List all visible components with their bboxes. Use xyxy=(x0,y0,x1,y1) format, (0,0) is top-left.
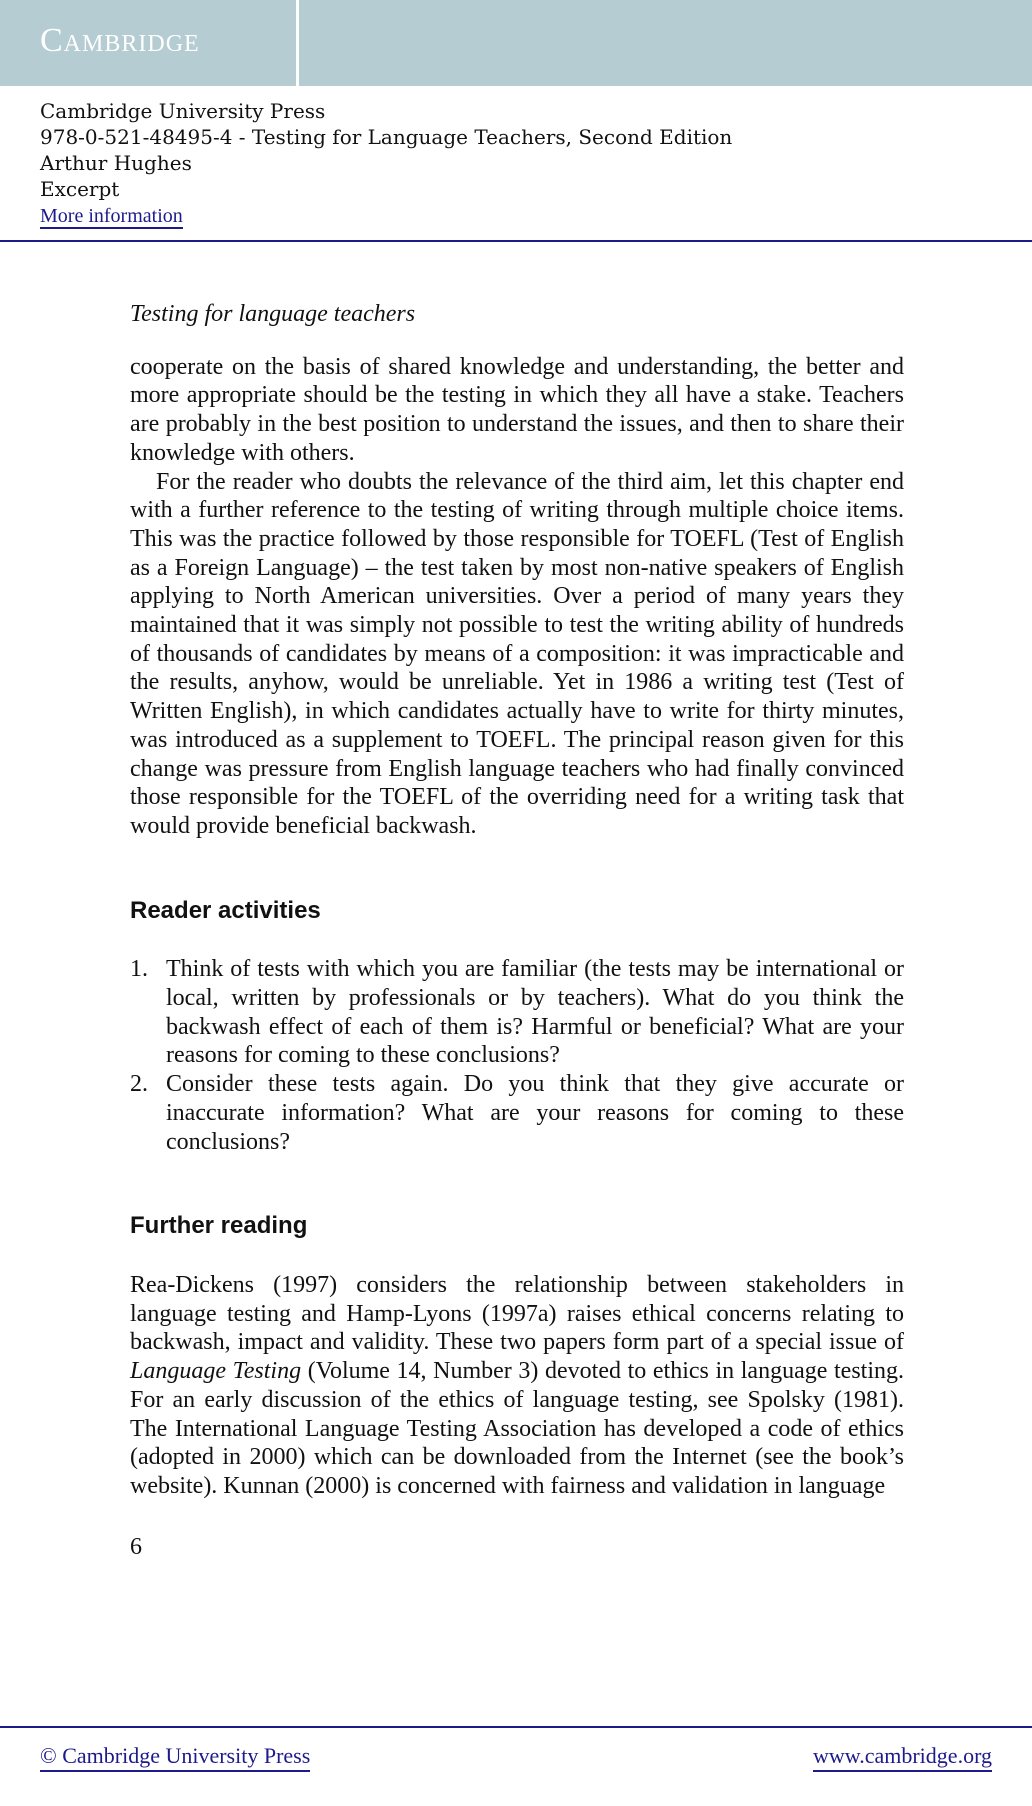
footer-rule xyxy=(0,1726,1032,1728)
body-paragraph: For the reader who doubts the relevance of the third aim, let this chapter end with a further reference to the testing of writing through multiple choice items. This was the practice followed by those responsible for TOEFL (Test of English as a Foreign Language) – the test taken by most non-native speakers of English applying to North American universities. Over a period of many years they maintained that it was simply not possible to test the writing ability of hundreds of thousands of candidates by means of a composition: it was impracticable and the results, anyhow, would be unreliable. Yet in 1986 a writing test (Test of Written English), in which candidates actually have to write for thirty minutes, was introduced as a supplement to TOEFL. The principal reason given for this change was pressure from English language teachers who had finally convinced those responsible for the TOEFL of the overriding need for a writing task that would provide beneficial backwash. xyxy=(130,468,904,839)
copyright-link[interactable]: © Cambridge University Press xyxy=(40,1742,310,1772)
further-reading-text: Rea-Dickens (1997) considers the relationship between stakeholders in language testing and Hamp-Lyons (1997a) raises ethical concerns relating to backwash, impact and validity. These two papers form part of a special issue of xyxy=(130,1271,904,1356)
reader-activities-list xyxy=(130,955,904,1156)
list-item-text: Consider these tests again. Do you think that they give accurate or inaccurate information? What are your reasons for coming to these conclusions? xyxy=(166,1071,904,1155)
page-content xyxy=(130,300,904,1561)
header-rule xyxy=(0,240,1032,242)
book-metadata xyxy=(40,98,732,229)
list-item xyxy=(130,1070,904,1156)
isbn-title: 978-0-521-48495-4 - Testing for Language Teachers, Second Edition xyxy=(40,125,733,149)
website-link[interactable]: www.cambridge.org xyxy=(813,1742,992,1772)
body-paragraph: cooperate on the basis of shared knowledge and understanding, the better and more appropriate should be the testing in which they all have a stake. Teachers are probably in the best position to understand the issues, and then to share their knowledge with others. xyxy=(130,353,904,466)
running-head: Testing for language teachers xyxy=(130,301,416,327)
author-name: Arthur Hughes xyxy=(40,151,192,175)
document-type: Excerpt xyxy=(40,177,120,201)
list-item-text: Think of tests with which you are familiar (the tests may be international or local, written by professionals or by teachers). What do you think the backwash effect of each of them is? Harmful or beneficial? What are your reasons for coming to these conclusions? xyxy=(166,956,904,1069)
further-reading-paragraph xyxy=(130,1271,904,1501)
more-information-link[interactable]: More information xyxy=(40,205,183,227)
cambridge-logo: Cambridge xyxy=(40,22,200,59)
journal-title: Language Testing xyxy=(130,1358,302,1385)
page-number: 6 xyxy=(130,1533,142,1560)
band-divider xyxy=(296,0,299,86)
publisher-name: Cambridge University Press xyxy=(40,99,326,123)
further-reading-text: (Volume 14, Number 3) devoted to ethics in language testing. For an early discussion of the ethics of language testing, see Spolsky (1981). The International Language Testing Association has developed a code of ethics (adopted in 2000) which can be downloaded from the Internet (see the book’s website). Kunnan (2000) is concerned with fairness and validation in language xyxy=(130,1358,904,1499)
reader-activities-heading: Reader activities xyxy=(130,896,321,924)
list-item-number: 2. xyxy=(130,1071,148,1098)
brand-band xyxy=(0,0,1032,86)
list-item xyxy=(130,955,904,1070)
further-reading-heading: Further reading xyxy=(130,1212,308,1240)
list-item-number: 1. xyxy=(130,956,148,983)
